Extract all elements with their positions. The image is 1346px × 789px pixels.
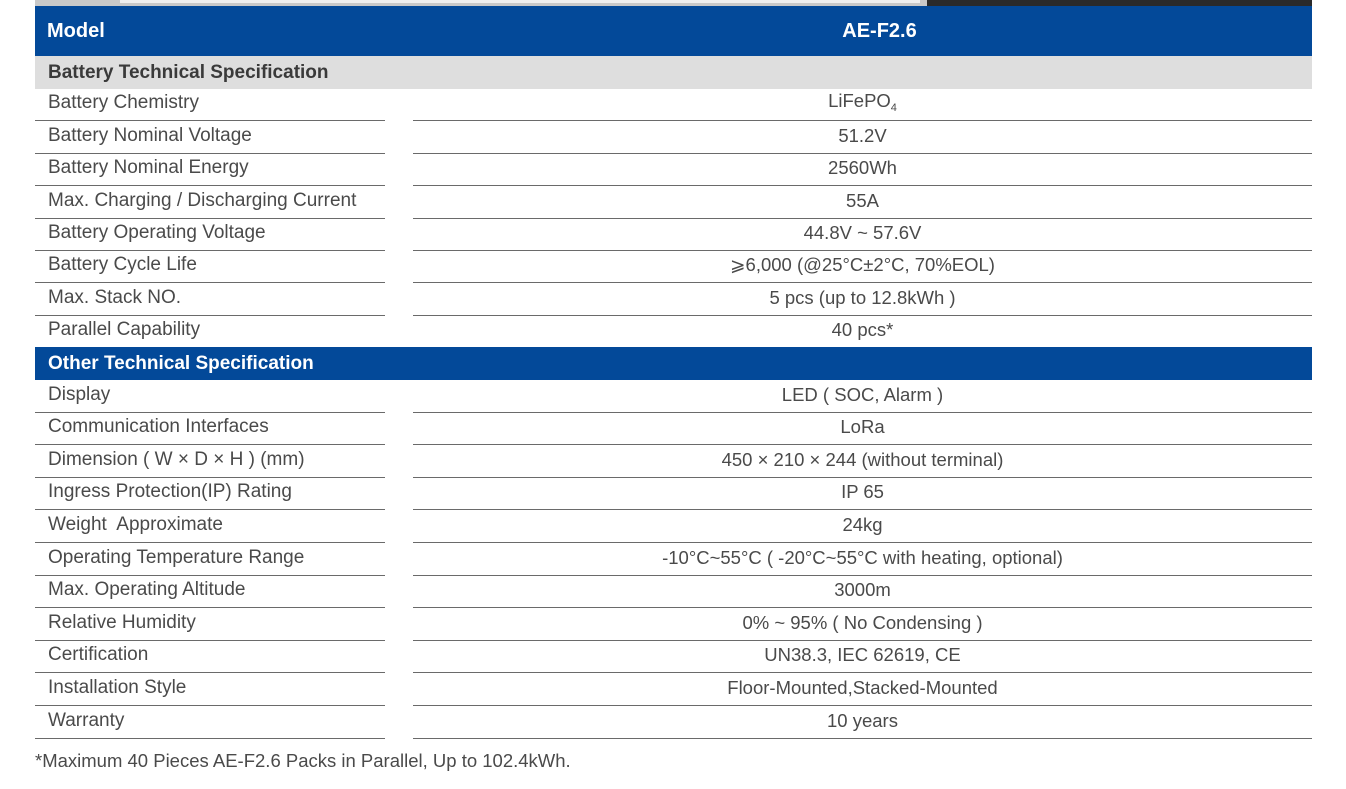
row-divider-right [413,738,1312,739]
spec-label: Communication Interfaces [48,416,269,438]
spec-value: -10°C~55°C ( -20°C~55°C with heating, optional) [662,546,1063,568]
spec-row-dimension [35,445,1312,478]
other-spec-table [35,380,1312,739]
spec-value: 24kg [842,513,883,535]
spec-value: 5 pcs (up to 12.8kWh ) [769,286,956,308]
spec-label: Battery Nominal Voltage [48,124,252,146]
spec-value-subscript: 4 [890,102,897,115]
spec-label: Parallel Capability [48,319,201,341]
spec-label: Dimension ( W × D × H ) (mm) [48,448,305,470]
model-header-row [35,6,1312,56]
spec-label: Battery Operating Voltage [48,221,266,243]
spec-row-warranty [35,706,1312,739]
spec-value: 10 years [827,709,898,731]
spec-value: 40 pcs* [831,319,894,341]
spec-value: LoRa [840,416,885,438]
spec-value: LED ( SOC, Alarm ) [781,383,944,405]
spec-label: Warranty [48,709,125,731]
spec-row-nominal-voltage [35,121,1312,153]
spec-row-communication [35,413,1312,446]
spec-value: 3000m [834,579,891,601]
spec-label: Relative Humidity [48,611,196,633]
spec-value: 55A [846,189,879,211]
spec-row-weight [35,510,1312,543]
spec-row-battery-chemistry [35,89,1312,121]
spec-value: 44.8V ~ 57.6V [803,221,922,243]
spec-row-nominal-energy [35,154,1312,186]
spec-row-max-stack [35,283,1312,315]
spec-value: UN38.3, IEC 62619, CE [764,644,961,666]
spec-value: 51.2V [838,124,887,146]
spec-row-operating-voltage [35,219,1312,251]
spec-row-ip-rating [35,478,1312,511]
spec-label: Max. Operating Altitude [48,579,246,601]
spec-value [413,90,1312,114]
spec-row-altitude [35,576,1312,609]
spec-row-parallel-capability [35,316,1312,348]
model-value: AE-F2.6 [842,20,917,42]
spec-label: Battery Chemistry [48,92,199,114]
top-image-strip-light [120,0,920,3]
spec-label: Display [48,383,111,405]
spec-row-operating-temperature [35,543,1312,576]
spec-row-humidity [35,608,1312,641]
spec-value-main: LiFePO [828,90,891,112]
model-label: Model [47,20,105,42]
battery-section-header [35,56,1312,89]
row-divider-left [35,738,385,739]
spec-label: Max. Stack NO. [48,286,182,308]
spec-label: Battery Cycle Life [48,254,197,276]
spec-row-certification [35,641,1312,674]
spec-label: Max. Charging / Discharging Current [48,189,357,211]
spec-value: 2560Wh [828,157,897,179]
spec-value: 0% ~ 95% ( No Condensing ) [742,611,983,633]
other-section-title: Other Technical Specification [48,353,314,374]
battery-spec-table [35,89,1312,348]
spec-label: Operating Temperature Range [48,546,305,568]
other-section-header [35,347,1312,380]
spec-label: Weight Approximate [48,513,223,535]
spec-value: Floor-Mounted,Stacked-Mounted [727,676,998,698]
spec-label: Certification [48,644,149,666]
spec-value: ⩾6,000 (@25°C±2°C, 70%EOL) [730,254,995,276]
footnote: *Maximum 40 Pieces AE-F2.6 Packs in Parallel, Up to 102.4kWh. [35,750,571,771]
battery-section-title: Battery Technical Specification [48,62,329,83]
spec-label: Battery Nominal Energy [48,157,249,179]
spec-row-installation-style [35,673,1312,706]
spec-row-display [35,380,1312,413]
spec-row-cycle-life [35,251,1312,283]
spec-value: 450 × 210 × 244 (without terminal) [721,448,1004,470]
spec-label: Installation Style [48,676,187,698]
spec-label: Ingress Protection(IP) Rating [48,481,292,503]
spec-row-max-current [35,186,1312,218]
spec-value: IP 65 [841,481,884,503]
